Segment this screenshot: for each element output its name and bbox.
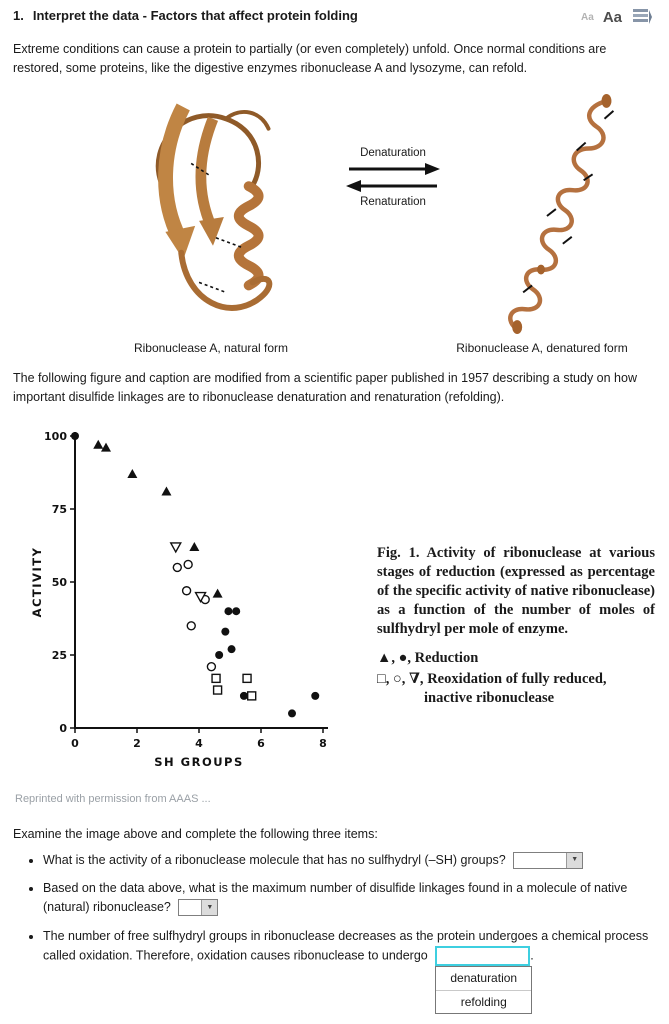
linkages-dropdown[interactable] bbox=[178, 899, 218, 916]
legend-line-1 bbox=[377, 649, 655, 668]
svg-text:25: 25 bbox=[51, 648, 67, 662]
activity-dropdown-value bbox=[514, 853, 566, 868]
oxidation-dropdown-panel bbox=[435, 966, 532, 1014]
question-list bbox=[27, 851, 655, 1009]
figure-caption-text bbox=[377, 544, 655, 640]
figure-caption-label: Fig. 1. bbox=[377, 544, 420, 561]
figure-caption-body: Activity of ribonuclease at various stages of reduction (expressed as percentage of the specific activity of native ribonuclease) as a function of the number of moles of sulfhydryl per mole of enzyme. bbox=[377, 544, 655, 637]
question-item-3 bbox=[43, 927, 655, 1009]
dropdown-option-refolding[interactable]: refolding bbox=[460, 994, 507, 1009]
legend-1-label: Reduction bbox=[410, 650, 479, 667]
denaturation-arrows bbox=[337, 89, 449, 355]
intro-paragraph: Extreme conditions can cause a protein to partially (or even completely) unfold. Once normal conditions are restored, some proteins, like the digestive enzymes ribonuclease A and lysozyme, can refold. bbox=[13, 42, 607, 76]
font-size-large-button[interactable]: Aa bbox=[602, 8, 622, 26]
protein-figure bbox=[85, 89, 655, 355]
svg-text:75: 75 bbox=[51, 502, 67, 516]
ribonuclease-natural-figure bbox=[92, 89, 330, 337]
question-item-1 bbox=[43, 851, 655, 870]
svg-text:100: 100 bbox=[44, 429, 67, 443]
svg-text:2: 2 bbox=[133, 736, 141, 750]
legend-1-symbols: ▲, ●, bbox=[377, 650, 411, 667]
page-title-text: Interpret the data - Factors that affect protein folding bbox=[32, 8, 358, 23]
denaturation-arrow-icon bbox=[345, 162, 441, 176]
activity-chart bbox=[27, 422, 335, 777]
figure-row bbox=[27, 422, 655, 777]
denaturation-label: Denaturation bbox=[360, 146, 426, 159]
svg-text:ACTIVITY: ACTIVITY bbox=[30, 546, 44, 617]
etext-icon[interactable] bbox=[631, 8, 653, 26]
svg-text:0: 0 bbox=[71, 736, 79, 750]
question-2-text: Based on the data above, what is the maximum number of disulfide linkages found in a molecule of native (natural) ribonuclease? bbox=[43, 880, 628, 915]
linkages-dropdown-value bbox=[179, 900, 201, 915]
activity-scatter-plot bbox=[27, 422, 335, 774]
denatured-form-column bbox=[449, 89, 635, 355]
renaturation-label: Renaturation bbox=[360, 195, 426, 208]
svg-text:50: 50 bbox=[51, 575, 67, 589]
font-size-small-button[interactable]: Aa bbox=[581, 11, 594, 23]
chevron-down-icon: ▼ bbox=[201, 900, 217, 915]
question-3-suffix: . bbox=[530, 948, 534, 963]
page-title-number: 1. bbox=[13, 8, 24, 23]
header bbox=[13, 8, 655, 26]
question-3-text: The number of free sulfhydryl groups in ribonuclease decreases as the protein undergoes a chemical process called oxidation. Therefore, oxidation causes ribonuclease to undergo bbox=[43, 928, 649, 963]
natural-form-column bbox=[85, 89, 337, 355]
oxidation-dropdown-value bbox=[437, 948, 528, 964]
renaturation-arrow-icon bbox=[345, 179, 441, 193]
question-1-text: What is the activity of a ribonuclease molecule that has no sulfhydryl (–SH) groups? bbox=[43, 852, 506, 867]
ribonuclease-denatured-figure bbox=[457, 89, 627, 337]
attribution-text: Reprinted with permission from AAAS ... bbox=[15, 792, 211, 805]
legend-2-label: Reoxidation of fully reduced, inactive ribonuclease bbox=[423, 671, 607, 707]
legend-line-2 bbox=[377, 670, 655, 708]
oxidation-dropdown[interactable] bbox=[435, 946, 530, 1009]
svg-text:0: 0 bbox=[59, 721, 67, 735]
questions-intro: Examine the image above and complete the following three items: bbox=[13, 826, 378, 841]
svg-text:SH GROUPS: SH GROUPS bbox=[154, 754, 244, 769]
chevron-down-icon: ▼ bbox=[566, 853, 582, 868]
font-size-controls bbox=[581, 8, 655, 26]
figure-caption bbox=[377, 422, 655, 777]
page-title bbox=[13, 8, 358, 23]
svg-text:4: 4 bbox=[195, 736, 203, 750]
activity-dropdown[interactable] bbox=[513, 852, 583, 869]
natural-form-caption: Ribonuclease A, natural form bbox=[133, 340, 289, 355]
dropdown-option-denaturation[interactable]: denaturation bbox=[436, 967, 531, 991]
svg-text:8: 8 bbox=[319, 736, 327, 750]
legend-2-symbols: □, ○, ∇, bbox=[377, 671, 424, 688]
question-item-2 bbox=[43, 879, 655, 918]
svg-text:6: 6 bbox=[257, 736, 265, 750]
paper-intro-paragraph: The following figure and caption are modified from a scientific paper published in 1957 describing a study on how important disulfide linkages are to ribonuclease denaturation and renaturation (refolding). bbox=[13, 370, 637, 405]
denatured-form-caption: Ribonuclease A, denatured form bbox=[456, 340, 628, 355]
